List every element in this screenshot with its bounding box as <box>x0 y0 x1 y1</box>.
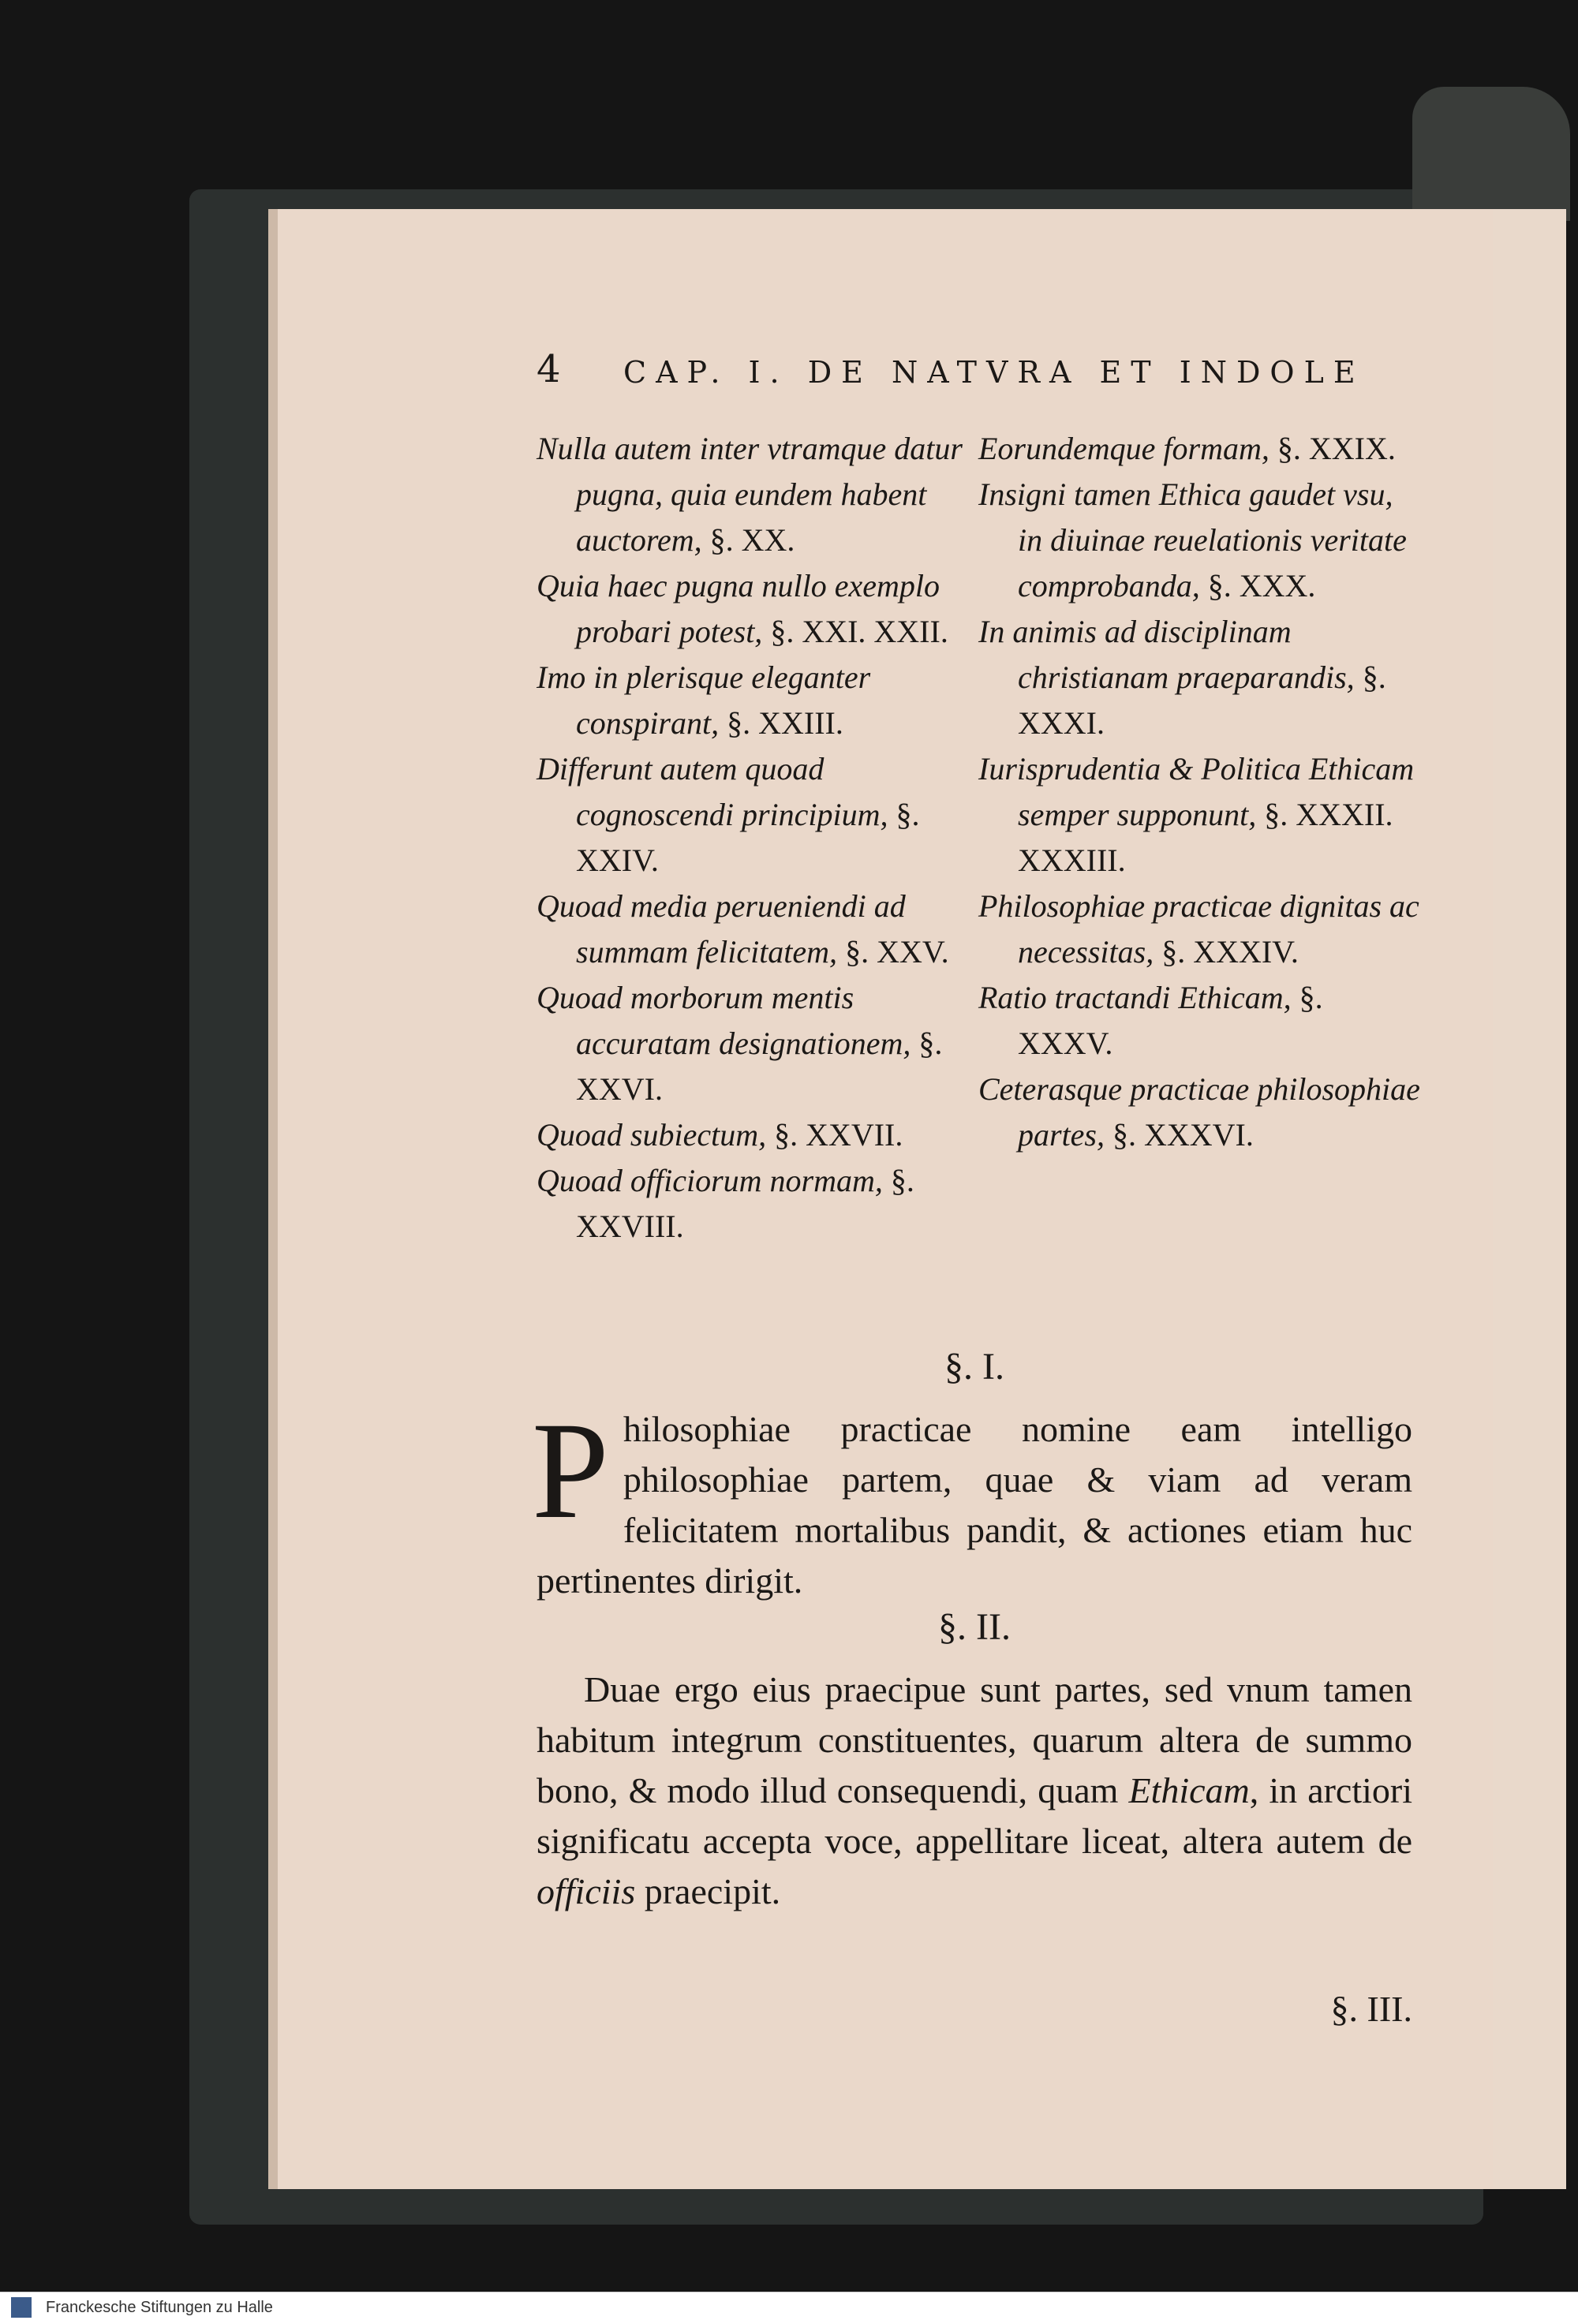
paragraph-text: hilosophiae practicae nomine eam intelligo philosophiae partem, quae & viam ad veram felicitatem mortalibus pandit, & actiones etiam huc pertinentes dirigit. <box>537 1409 1412 1601</box>
summary-entry: Nulla autem inter vtramque datur pugna, quia eundem habent auctorem, §. XX. <box>537 431 963 558</box>
summary-entry: Ceterasque practicae philosophiae partes, §. XXXVI. <box>978 1071 1420 1153</box>
summary-entry: Philosophiae practicae dignitas ac necessitas, §. XXXIV. <box>978 888 1419 970</box>
section-heading: §. I. <box>944 1346 1004 1388</box>
section-paragraph <box>537 1665 1412 1917</box>
section-paragraph <box>532 1394 1412 1606</box>
drop-cap: P <box>532 1394 609 1548</box>
summary-entry: Ratio tractandi Ethicam, §. XXXV. <box>978 980 1323 1061</box>
summary-entry: Eorundemque formam, §. XXIX. <box>978 431 1396 466</box>
footer-bar <box>0 2292 1578 2324</box>
summary-entry: Quoad officiorum normam, §. XXVIII. <box>537 1163 914 1244</box>
summary-column-left <box>537 426 963 1250</box>
running-head <box>537 347 1412 394</box>
section-heading: §. II. <box>938 1606 1011 1648</box>
summary-entry: Insigni tamen Ethica gaudet vsu, in diuinae reuelationis veritate comprobanda, §. XXX. <box>978 476 1407 603</box>
catchword: §. III. <box>1330 1989 1412 2029</box>
summary-entry: Quia haec pugna nullo exemplo probari potest, §. XXI. XXII. <box>537 568 948 649</box>
paragraph-italic: officiis <box>537 1871 636 1911</box>
paragraph-text: Duae ergo eius praecipue sunt partes, sed vnum tamen habitum integrum constituentes, quarum altera de summo bono, & modo illud consequendi, quam <box>537 1669 1412 1810</box>
summary-entry: Quoad media perueniendi ad summam felicitatem, §. XXV. <box>537 888 949 970</box>
summary-entry: In animis ad disciplinam christianam praeparandis, §. XXXI. <box>978 614 1386 741</box>
footer-credit: Franckesche Stiftungen zu Halle <box>46 2299 273 2316</box>
running-head-title: CAP. I. DE NATVRA ET INDOLE <box>623 355 1365 390</box>
summary-entry: Differunt autem quoad cognoscendi principium, §. XXIV. <box>537 751 920 878</box>
summary-column-right <box>978 426 1420 1158</box>
institution-logo-icon <box>11 2297 32 2318</box>
paragraph-italic: Ethicam <box>1128 1770 1250 1810</box>
summary-entry: Quoad subiectum, §. XXVII. <box>537 1117 903 1153</box>
page-number: 4 <box>537 347 561 391</box>
torn-cover-edge <box>1412 87 1570 221</box>
paragraph-text: praecipit. <box>635 1871 781 1911</box>
paragraph-text: , in arctiori significatu accepta voce, appellitare liceat, altera autem de <box>537 1770 1413 1861</box>
summary-entry: Quoad morborum mentis accuratam designationem, §. XXVI. <box>537 980 943 1107</box>
summary-entry: Iurisprudentia & Politica Ethicam semper supponunt, §. XXXII. XXXIII. <box>978 751 1415 878</box>
summary-entry: Imo in plerisque eleganter conspirant, §. XXIII. <box>537 659 871 741</box>
